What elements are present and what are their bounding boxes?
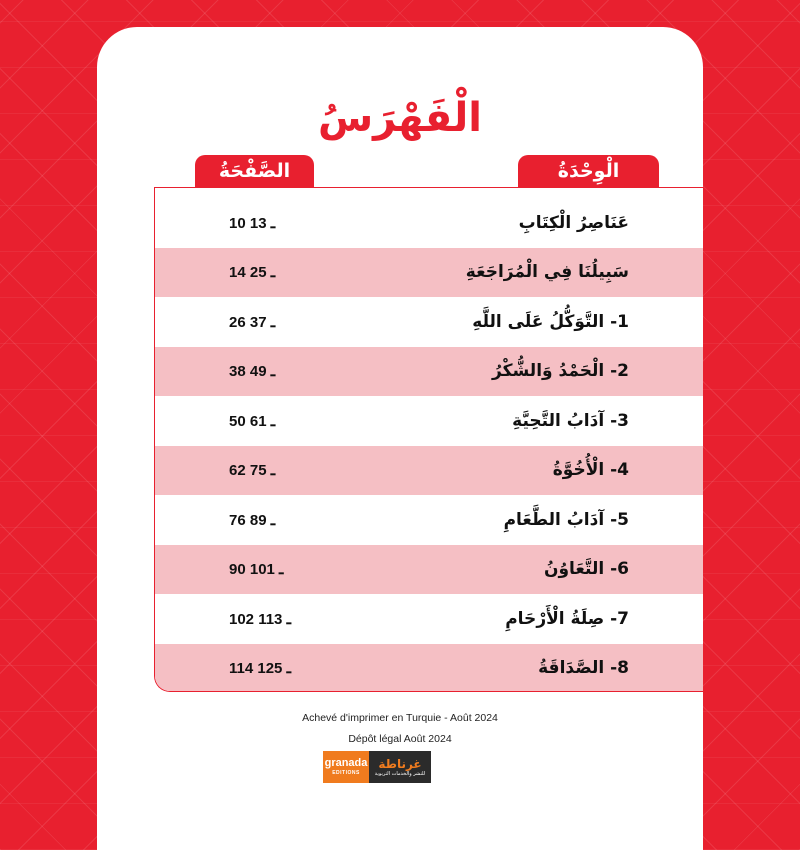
printing-note: Achevé d'imprimer en Turquie - Août 2024 [302, 712, 498, 724]
logo-latin-name: granada [324, 757, 368, 769]
page-card [97, 27, 703, 850]
page-range: 76 ـ 89 [229, 511, 276, 529]
table-row [155, 446, 703, 496]
publisher-logo [323, 751, 431, 783]
page-column-header: الصَّفْحَةُ [195, 155, 314, 187]
table-row [155, 495, 703, 545]
contents-table [154, 187, 703, 692]
page-range: 26 ـ 37 [229, 313, 276, 331]
unit-title: 2- الْحَمْدُ وَالشُّكْرُ [492, 361, 629, 382]
table-row [155, 545, 703, 595]
unit-title: 5- آدَابُ الطَّعَامِ [503, 509, 629, 530]
unit-title: 6- التَّعَاوُنُ [543, 559, 629, 580]
table-row [155, 347, 703, 397]
unit-title: 1- التَّوَكُّلُ عَلَى اللَّهِ [472, 311, 629, 332]
page-range: 90 ـ 101 [229, 561, 284, 579]
table-row [155, 594, 703, 644]
unit-title: 3- آدَابُ التَّحِيَّةِ [512, 410, 629, 431]
page-range: 38 ـ 49 [229, 363, 276, 381]
page-range: 102 ـ 113 [229, 610, 291, 628]
unit-title: 7- صِلَةُ الْأَرْحَامِ [505, 608, 629, 629]
table-row [155, 297, 703, 347]
unit-title: سَبِيلُنَا فِي الْمُرَاجَعَةِ [465, 262, 629, 283]
logo-arabic-name: غرناطة [378, 756, 422, 771]
logo-arabic-sub: للنشر والخدمات التربوية [374, 770, 426, 777]
page-range: 114 ـ 125 [229, 660, 291, 678]
table-row [155, 248, 703, 298]
logo-latin-sub: EDITIONS [332, 770, 360, 776]
page-range: 50 ـ 61 [229, 412, 276, 430]
granada-arabic-logo [369, 751, 431, 783]
table-row [155, 396, 703, 446]
page-range: 10 ـ 13 [229, 214, 276, 232]
unit-column-header: الْوِحْدَةُ [518, 155, 659, 187]
table-row [155, 644, 703, 693]
granada-logo [323, 751, 369, 783]
page-range: 62 ـ 75 [229, 462, 276, 480]
page-title: الْفَهْرَسُ [317, 95, 482, 141]
page-range: 14 ـ 25 [229, 264, 276, 282]
unit-title: 8- الصَّدَاقَةُ [538, 658, 629, 679]
unit-title: 4- الْأُخُوَّةُ [552, 460, 629, 481]
unit-title: عَنَاصِرُ الْكِتَابِ [518, 212, 629, 233]
table-row [155, 198, 703, 248]
legal-deposit-note: Dépôt légal Août 2024 [348, 733, 452, 745]
